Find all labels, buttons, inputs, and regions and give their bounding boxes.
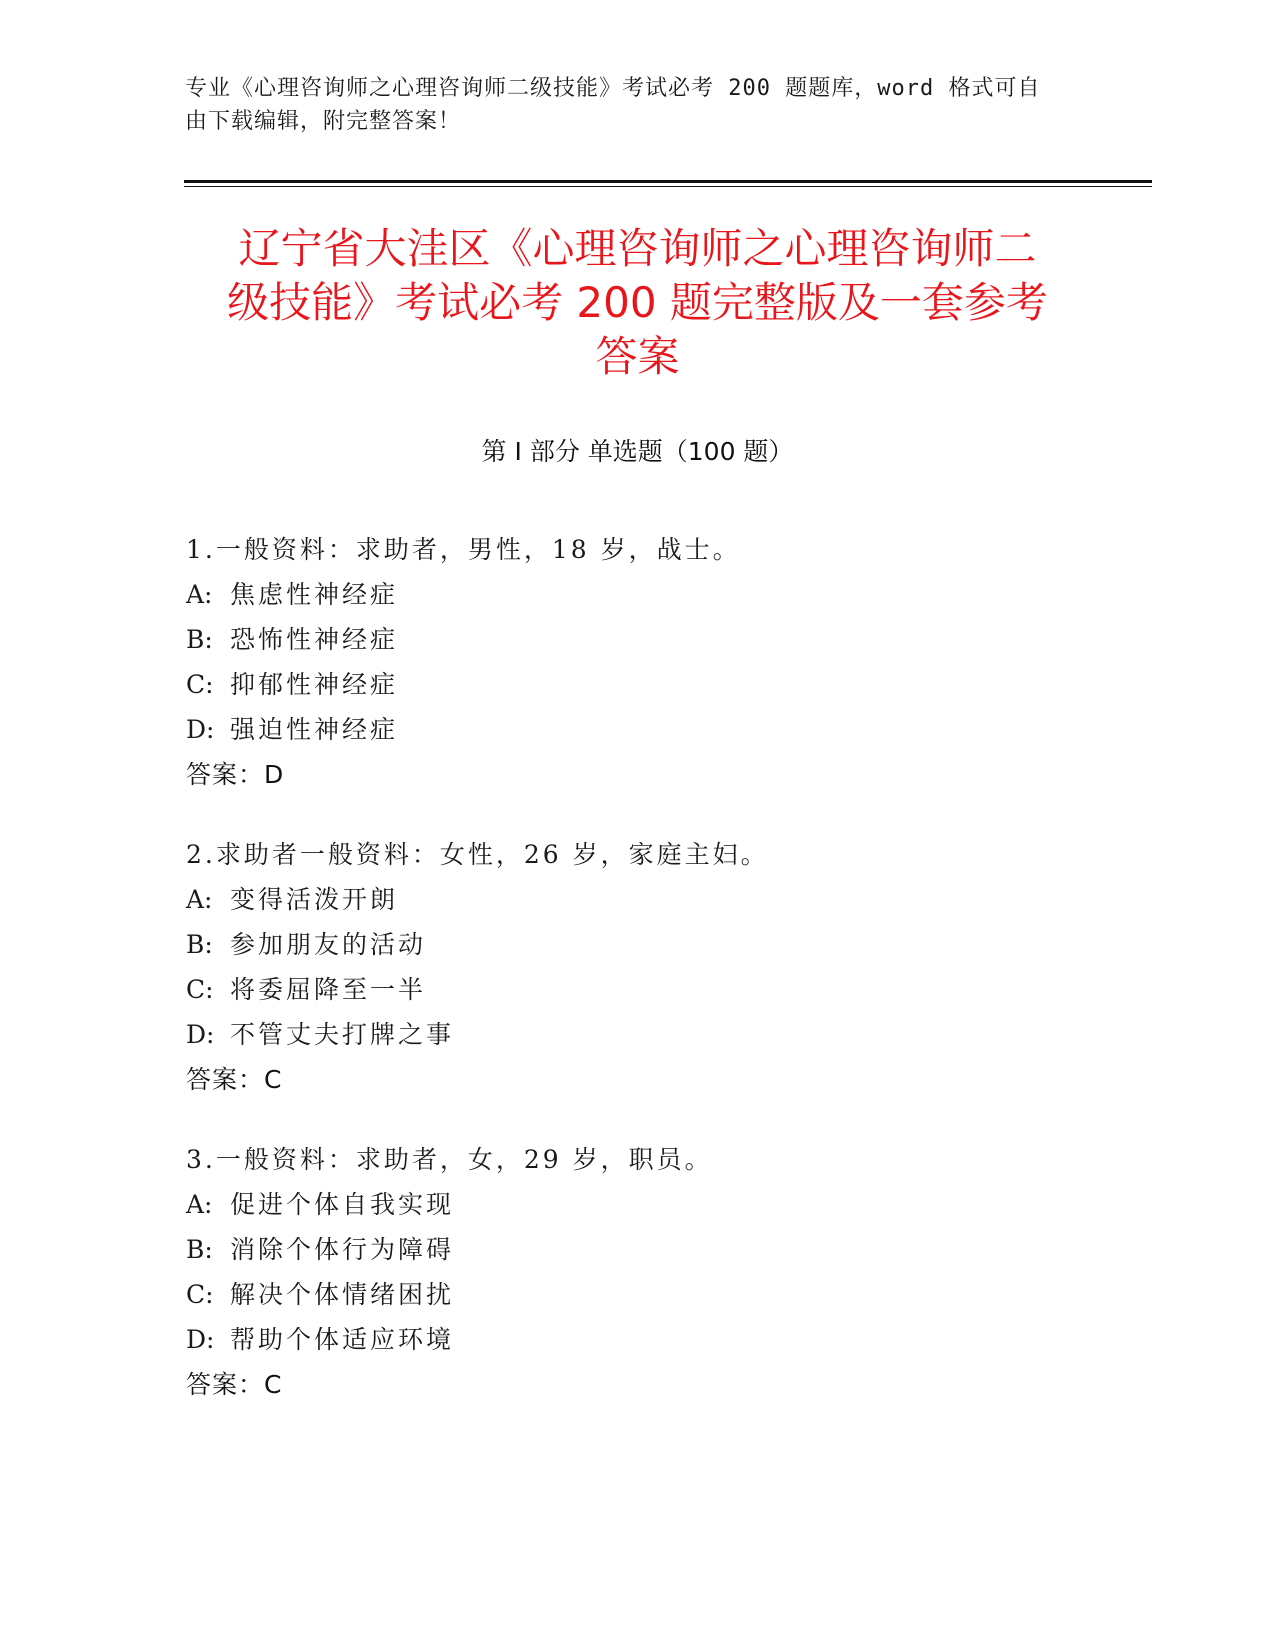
title-line-2: 级技能》考试必考 200 题完整版及一套参考 bbox=[227, 278, 1048, 327]
question-stem: 3.一般资料：求助者，女，29 岁，职员。 bbox=[186, 1145, 713, 1174]
option-a bbox=[186, 572, 1086, 617]
option-b bbox=[186, 617, 1086, 662]
option-c bbox=[186, 1272, 1086, 1317]
option-text: 不管丈夫打牌之事 bbox=[230, 1020, 455, 1049]
answer: 答案：D bbox=[186, 760, 285, 789]
option-text: 参加朋友的活动 bbox=[230, 930, 427, 959]
option-text: 将委屈降至一半 bbox=[230, 975, 427, 1004]
option-b bbox=[186, 922, 1086, 967]
header-note-line-1: 专业《心理咨询师之心理咨询师二级技能》考试必考 200 题题库，word 格式可自 bbox=[185, 76, 1041, 101]
option-letter: A: bbox=[186, 885, 213, 914]
option-text: 消除个体行为障碍 bbox=[230, 1235, 455, 1264]
option-d bbox=[186, 707, 1086, 752]
option-a bbox=[186, 1182, 1086, 1227]
option-d bbox=[186, 1012, 1086, 1057]
question-stem: 2.求助者一般资料：女性，26 岁，家庭主妇。 bbox=[186, 840, 769, 869]
option-b bbox=[186, 1227, 1086, 1272]
option-text: 变得活泼开朗 bbox=[230, 885, 399, 914]
question-3 bbox=[186, 1137, 1086, 1407]
header-rule-thin bbox=[184, 186, 1152, 187]
title-line-1: 辽宁省大洼区《心理咨询师之心理咨询师二 bbox=[238, 224, 1037, 273]
question-list bbox=[186, 527, 1086, 1442]
option-letter: B: bbox=[186, 1235, 213, 1264]
option-text: 解决个体情绪困扰 bbox=[230, 1280, 455, 1309]
option-letter: D: bbox=[186, 1325, 215, 1354]
header-note-line-2: 由下载编辑，附完整答案！ bbox=[185, 109, 462, 134]
option-letter: A: bbox=[186, 580, 213, 609]
option-letter: C: bbox=[186, 1280, 214, 1309]
question-1 bbox=[186, 527, 1086, 797]
section-heading: 第 I 部分 单选题（100 题） bbox=[481, 437, 794, 466]
option-text: 强迫性神经症 bbox=[230, 715, 399, 744]
question-2 bbox=[186, 832, 1086, 1102]
option-letter: D: bbox=[186, 715, 215, 744]
option-letter: B: bbox=[186, 625, 213, 654]
option-letter: C: bbox=[186, 975, 214, 1004]
option-text: 抑郁性神经症 bbox=[230, 670, 399, 699]
option-text: 促进个体自我实现 bbox=[230, 1190, 455, 1219]
header-rule-thick bbox=[184, 180, 1152, 183]
option-d bbox=[186, 1317, 1086, 1362]
option-text: 焦虑性神经症 bbox=[230, 580, 399, 609]
option-c bbox=[186, 967, 1086, 1012]
option-a bbox=[186, 877, 1086, 922]
answer: 答案：C bbox=[186, 1065, 283, 1094]
option-c bbox=[186, 662, 1086, 707]
document-title bbox=[180, 222, 1095, 384]
option-text: 恐怖性神经症 bbox=[230, 625, 399, 654]
question-stem: 1.一般资料：求助者，男性，18 岁，战士。 bbox=[186, 535, 741, 564]
answer: 答案：C bbox=[186, 1370, 283, 1399]
option-text: 帮助个体适应环境 bbox=[230, 1325, 455, 1354]
option-letter: B: bbox=[186, 930, 213, 959]
option-letter: D: bbox=[186, 1020, 215, 1049]
header-note bbox=[185, 72, 1065, 138]
title-line-3: 答案 bbox=[595, 332, 680, 381]
option-letter: A: bbox=[186, 1190, 213, 1219]
option-letter: C: bbox=[186, 670, 214, 699]
